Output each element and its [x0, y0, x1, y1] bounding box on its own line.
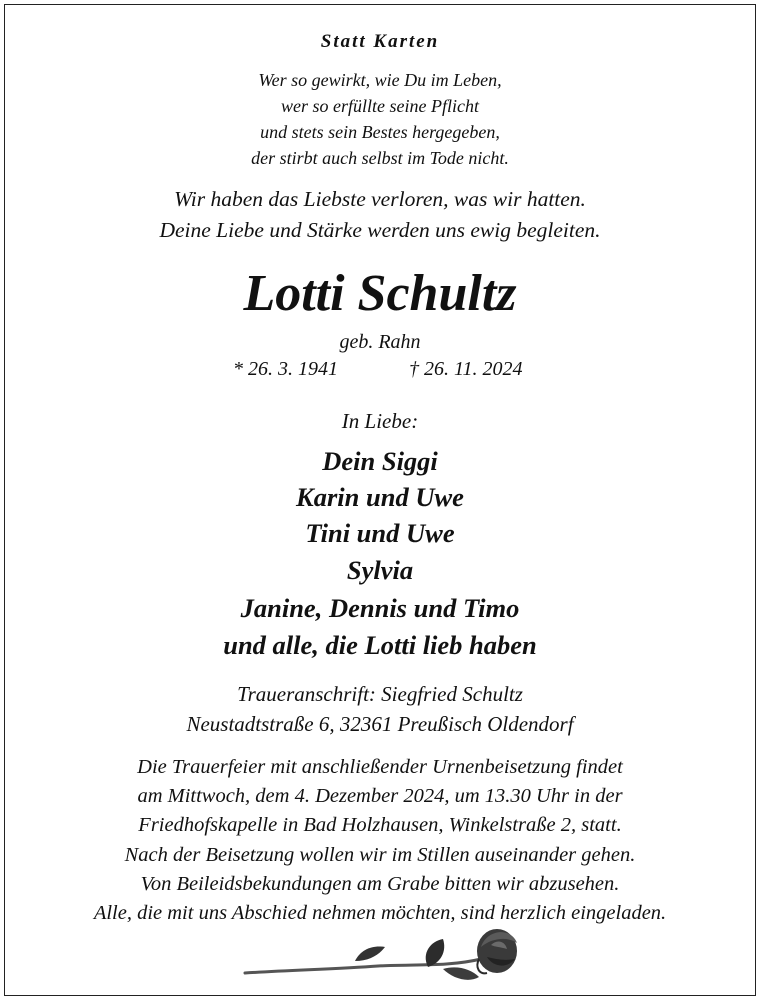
rose-icon — [243, 923, 525, 995]
ceremony-line: Die Trauerfeier mit anschließender Urnenbeisetzung findet — [137, 756, 623, 778]
death-date: † 26. 11. 2024 — [409, 358, 523, 380]
intro-line: Deine Liebe und Stärke werden uns ewig begleiten. — [159, 218, 601, 242]
poem-line: Wer so gewirkt, wie Du im Leben, — [258, 70, 502, 90]
intro-line: Wir haben das Liebste verloren, was wir hatten. — [174, 187, 586, 211]
address-line: Neustadtstraße 6, 32361 Preußisch Oldendorf — [186, 712, 574, 736]
birth-date: * 26. 3. 1941 — [233, 358, 338, 380]
address-line: Traueranschrift: Siegfried Schultz — [237, 682, 523, 706]
ceremony-line: Alle, die mit uns Abschied nehmen möchten, sind herzlich eingeladen. — [93, 902, 667, 924]
family-member: Sylvia — [346, 555, 414, 585]
family-member: und alle, die Lotti lieb haben — [223, 630, 537, 660]
family-member: Dein Siggi — [322, 446, 438, 476]
family-member: Tini und Uwe — [305, 518, 455, 548]
ceremony-line: am Mittwoch, dem 4. Dezember 2024, um 13.30 Uhr in der — [137, 785, 623, 807]
poem-line: und stets sein Bestes hergegeben, — [260, 122, 500, 142]
ceremony-line: Nach der Beisetzung wollen wir im Stillen auseinander gehen. — [124, 844, 636, 866]
maiden-name: geb. Rahn — [339, 331, 421, 353]
poem-line: wer so erfüllte seine Pflicht — [281, 96, 479, 116]
obituary-notice — [4, 4, 756, 996]
deceased-name: Lotti Schultz — [243, 265, 517, 322]
family-member: Janine, Dennis und Timo — [240, 593, 520, 623]
heading: Statt Karten — [320, 31, 440, 52]
ceremony-line: Friedhofskapelle in Bad Holzhausen, Winkelstraße 2, statt. — [138, 814, 622, 836]
poem-line: der stirbt auch selbst im Tode nicht. — [251, 148, 509, 168]
family-member: Karin und Uwe — [296, 482, 464, 512]
in-love-label: In Liebe: — [341, 409, 419, 433]
ceremony-line: Von Beileidsbekundungen am Grabe bitten wir abzusehen. — [140, 873, 620, 895]
